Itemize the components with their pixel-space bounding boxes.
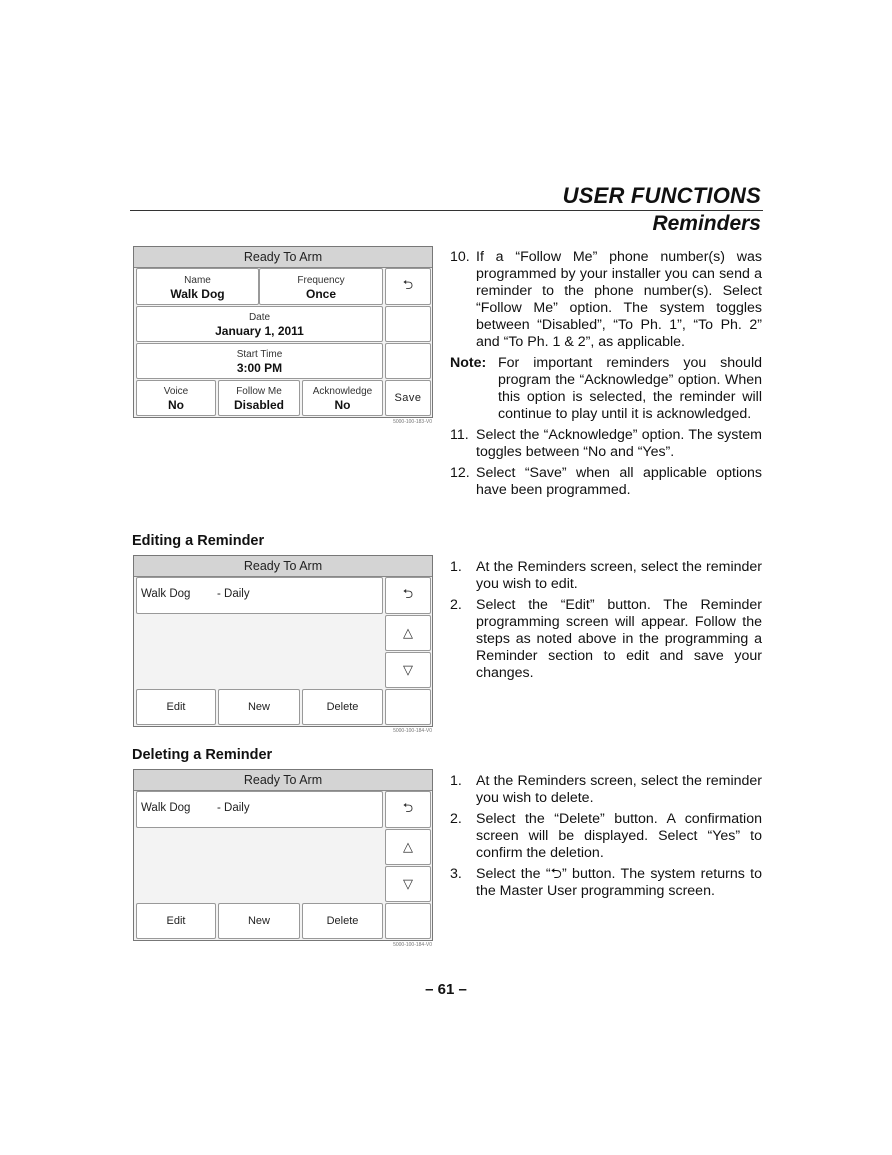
step-number: 2. [450,597,462,613]
step-number: 1. [450,559,462,575]
delete-button[interactable]: Delete [302,903,383,939]
blank-button-1[interactable] [385,306,431,342]
reminder-frequency: - Daily [217,802,250,814]
reminders-list-panel-delete [133,769,433,948]
up-arrow-icon: △ [403,839,413,854]
back-arrow-icon: ⮌ [402,799,414,815]
down-arrow-icon: ▽ [403,876,413,891]
step-number: 11. [450,427,469,443]
deleting-heading: Deleting a Reminder [132,747,273,763]
step-item [450,559,762,593]
scroll-down-button[interactable] [385,652,431,688]
section-subtitle: Reminders [652,212,761,235]
voice-value: No [168,398,184,412]
step-text: At the Reminders screen, select the reminder you wish to delete. [476,773,762,806]
frequency-value: Once [305,287,336,301]
reminder-name: Walk Dog [141,802,191,814]
voice-label: Voice [163,386,189,397]
down-arrow-icon: ▽ [403,662,413,677]
note-text: For important reminders you should program the “Acknowledge” option. When this option is selected, the reminder will continue to play until it is acknowledged. [498,355,762,422]
step-text: At the Reminders screen, select the reminder you wish to edit. [476,559,762,592]
step-number: 10. [450,249,470,265]
date-label: Date [248,312,271,323]
up-arrow-icon: △ [403,625,413,640]
page-number: – 61 – [425,981,467,998]
step-number: 1. [450,773,462,789]
step-text: Select “Save” when all applicable options have been programmed. [476,465,762,498]
section-title: USER FUNCTIONS [562,183,761,208]
frequency-field[interactable] [259,268,383,305]
new-button[interactable]: New [218,689,300,725]
step-text: Select the “Acknowledge” option. The system toggles between “No and “Yes”. [476,427,762,460]
save-button[interactable]: Save [385,380,431,416]
follow-me-label: Follow Me [236,386,282,397]
step-number: 3. [450,866,462,882]
figure-code: 5000-100-184-V0 [393,728,432,734]
back-arrow-icon: ⮌ [402,585,414,601]
step-item [450,249,762,351]
scroll-down-button[interactable] [385,866,431,902]
acknowledge-label: Acknowledge [312,386,373,397]
blank-button-2[interactable] [385,343,431,379]
step-text: Select the “Edit” button. The Reminder programming screen will appear. Follow the steps as noted above in the programming a Reminder section to edit and save your changes. [476,597,762,681]
step-item [450,465,762,499]
name-field[interactable] [136,268,259,305]
back-button[interactable] [385,268,431,305]
note-label: Note: [450,355,487,371]
edit-button[interactable]: Edit [136,903,216,939]
voice-field[interactable] [136,380,216,416]
step-item [450,597,762,682]
editing-heading: Editing a Reminder [132,533,265,549]
start-time-label: Start Time [236,349,283,360]
reminder-name: Walk Dog [141,588,191,600]
reminder-row[interactable] [136,791,383,828]
panel-title: Ready To Arm [134,770,432,791]
step-number: 12. [450,465,470,481]
step-item [450,811,762,862]
programming-steps [450,249,762,503]
name-value: Walk Dog [170,287,225,301]
date-value: January 1, 2011 [215,324,304,338]
blank-button[interactable] [385,903,431,939]
step-item [450,773,762,807]
start-time-value: 3:00 PM [236,361,283,375]
figure-code: 5000-100-184-V0 [393,942,432,948]
panel-title: Ready To Arm [134,247,432,268]
acknowledge-field[interactable] [302,380,383,416]
figure-code: 5000-100-183-V0 [393,419,432,425]
step-item [450,427,762,461]
name-label: Name [184,275,211,286]
back-arrow-icon: ⮌ [402,276,414,292]
start-time-field[interactable] [136,343,383,379]
panel-title: Ready To Arm [134,556,432,577]
frequency-label: Frequency [297,275,345,286]
editing-steps [450,559,762,686]
scroll-up-button[interactable] [385,615,431,651]
blank-button[interactable] [385,689,431,725]
follow-me-value: Disabled [233,398,284,412]
step-text: Select the “⮌” button. The system returns to the Master User programming screen. [476,866,762,899]
reminders-list-panel-edit [133,555,433,734]
step-text: If a “Follow Me” phone number(s) was programmed by your installer you can send a reminder to the phone number(s). Select “Follow Me” option. The system toggles between “Disabled”, “To Ph. 1”, “To Ph. 2” and “To Ph. 1 & 2”, as applicable. [476,249,762,350]
acknowledge-value: No [334,398,351,412]
step-number: 2. [450,811,462,827]
back-button[interactable] [385,791,431,828]
date-field[interactable] [136,306,383,342]
back-button[interactable] [385,577,431,614]
reminder-frequency: - Daily [217,588,250,600]
step-text: Select the “Delete” button. A confirmation screen will be displayed. Select “Yes” to confirm the deletion. [476,811,762,861]
follow-me-field[interactable] [218,380,300,416]
scroll-up-button[interactable] [385,829,431,865]
deleting-steps [450,773,762,904]
edit-button[interactable]: Edit [136,689,216,725]
new-button[interactable]: New [218,903,300,939]
reminder-programming-panel [133,246,433,425]
delete-button[interactable]: Delete [302,689,383,725]
step-item [450,866,762,900]
header-rule [130,210,763,211]
note-item [450,355,762,423]
reminder-row[interactable] [136,577,383,614]
